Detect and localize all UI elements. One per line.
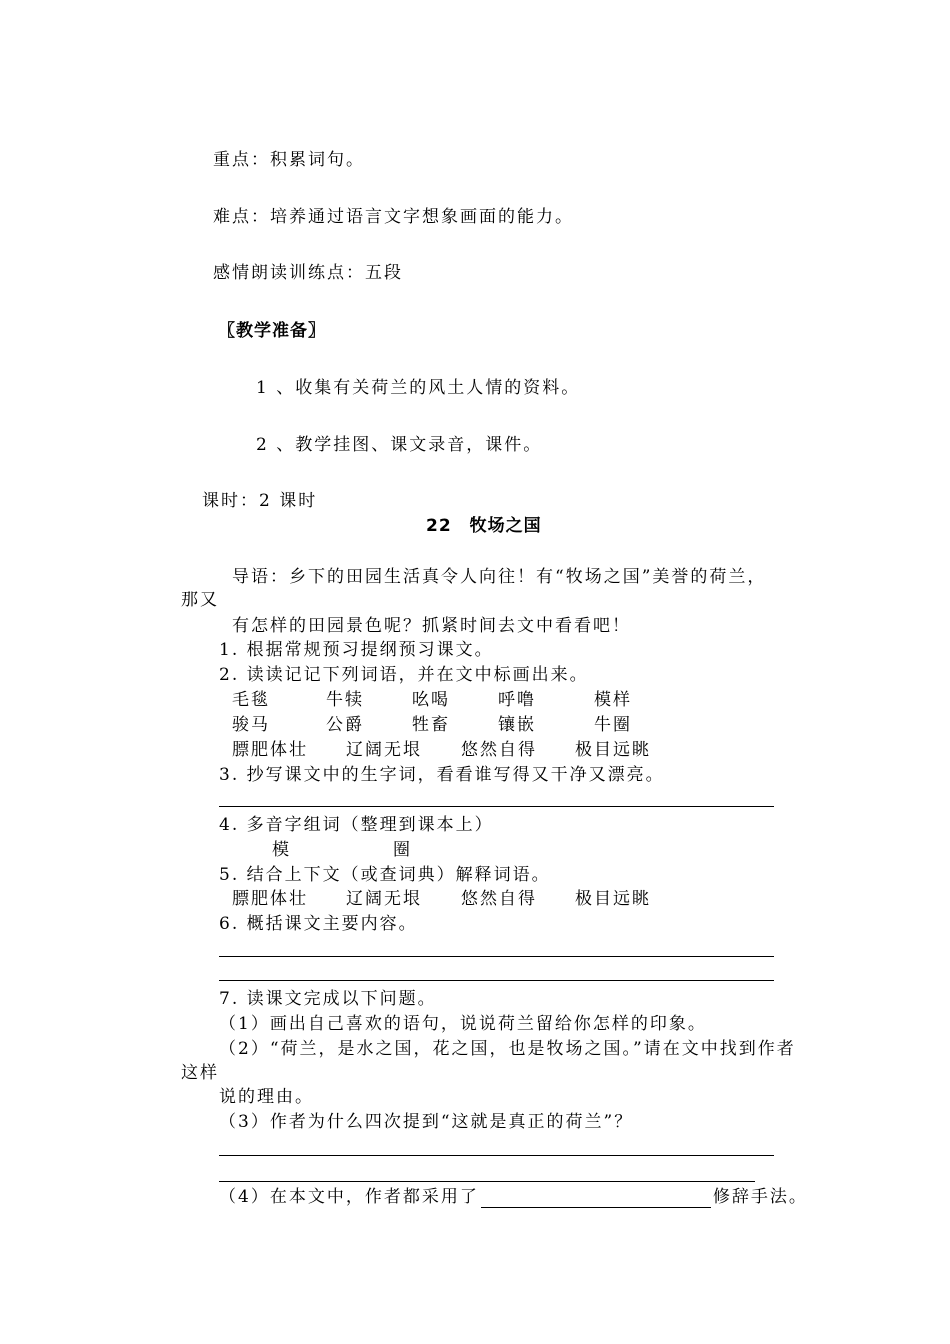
task-4: 4. 多音字组词（整理到课本上）: [219, 815, 494, 835]
question-2-cont: 说的理由。: [219, 1087, 314, 1107]
task-3: 3. 抄写课文中的生字词，看看谁写得又干净又漂亮。: [219, 765, 665, 785]
question-4-text: （4）在本文中，作者都采用了: [219, 1187, 479, 1207]
key-point: 重点：积累词句。: [213, 150, 365, 170]
class-hours: 课时：2 课时: [202, 491, 318, 511]
word: 膘肥体壮: [232, 889, 308, 909]
question-1: （1）画出自己喜欢的语句，说说荷兰留给你怎样的印象。: [219, 1014, 707, 1034]
preparation-item-2: 2 、教学挂图、课文录音，课件。: [256, 435, 543, 455]
preparation-item-1: 1 、收集有关荷兰的风土人情的资料。: [256, 378, 581, 398]
word: 悠然自得: [461, 740, 537, 760]
word: 骏马: [232, 715, 270, 735]
word: 牲畜: [412, 715, 450, 735]
difficulty: 难点：培养通过语言文字想象画面的能力。: [213, 207, 574, 227]
answer-line: [219, 806, 774, 807]
task-1: 1. 根据常规预习提纲预习课文。: [219, 640, 494, 660]
question-2-wrap: 这样: [181, 1063, 219, 1083]
word: 辽阔无垠: [346, 740, 422, 760]
word: 公爵: [326, 715, 364, 735]
polyphone-char: 模: [272, 840, 291, 860]
task-7: 7. 读课文完成以下问题。: [219, 989, 437, 1009]
task-2: 2. 读读记记下列词语，并在文中标画出来。: [219, 665, 589, 685]
polyphone-char: 圈: [393, 840, 412, 860]
question-2: （2）“荷兰，是水之国，花之国，也是牧场之国。”请在文中找到作者: [219, 1039, 796, 1059]
word: 极目远眺: [575, 740, 651, 760]
answer-line: [219, 1181, 755, 1182]
question-3: （3）作者为什么四次提到“这就是真正的荷兰”？: [219, 1112, 634, 1132]
preparation-title: 〖教学准备〗: [218, 321, 326, 341]
word: 牛圈: [594, 715, 632, 735]
word: 牛犊: [326, 690, 364, 710]
answer-line: [219, 1155, 774, 1156]
word: 悠然自得: [461, 889, 537, 909]
word: 膘肥体壮: [232, 740, 308, 760]
intro-line-3: 有怎样的田园景色呢？抓紧时间去文中看看吧！: [232, 616, 631, 636]
answer-line: [219, 980, 774, 981]
word: 呼噜: [498, 690, 536, 710]
task-5: 5. 结合上下文（或查词典）解释词语。: [219, 865, 551, 885]
word: 辽阔无垠: [346, 889, 422, 909]
question-4-suffix: 修辞手法。: [712, 1187, 808, 1207]
answer-line: [219, 956, 774, 957]
reading-point: 感情朗读训练点：五段: [213, 263, 403, 283]
word: 极目远眺: [575, 889, 651, 909]
word: 模样: [594, 690, 632, 710]
intro-line-1: 导语：乡下的田园生活真令人向往！有“牧场之国”美誉的荷兰，: [232, 567, 767, 587]
task-6: 6. 概括课文主要内容。: [219, 914, 418, 934]
word: 镶嵌: [498, 715, 536, 735]
fill-blank[interactable]: [481, 1189, 711, 1208]
question-4: [219, 1186, 808, 1208]
lesson-title: 22 牧场之国: [426, 516, 542, 536]
word: 吆喝: [412, 690, 450, 710]
word: 毛毯: [232, 690, 270, 710]
intro-line-2: 那又: [181, 590, 219, 610]
